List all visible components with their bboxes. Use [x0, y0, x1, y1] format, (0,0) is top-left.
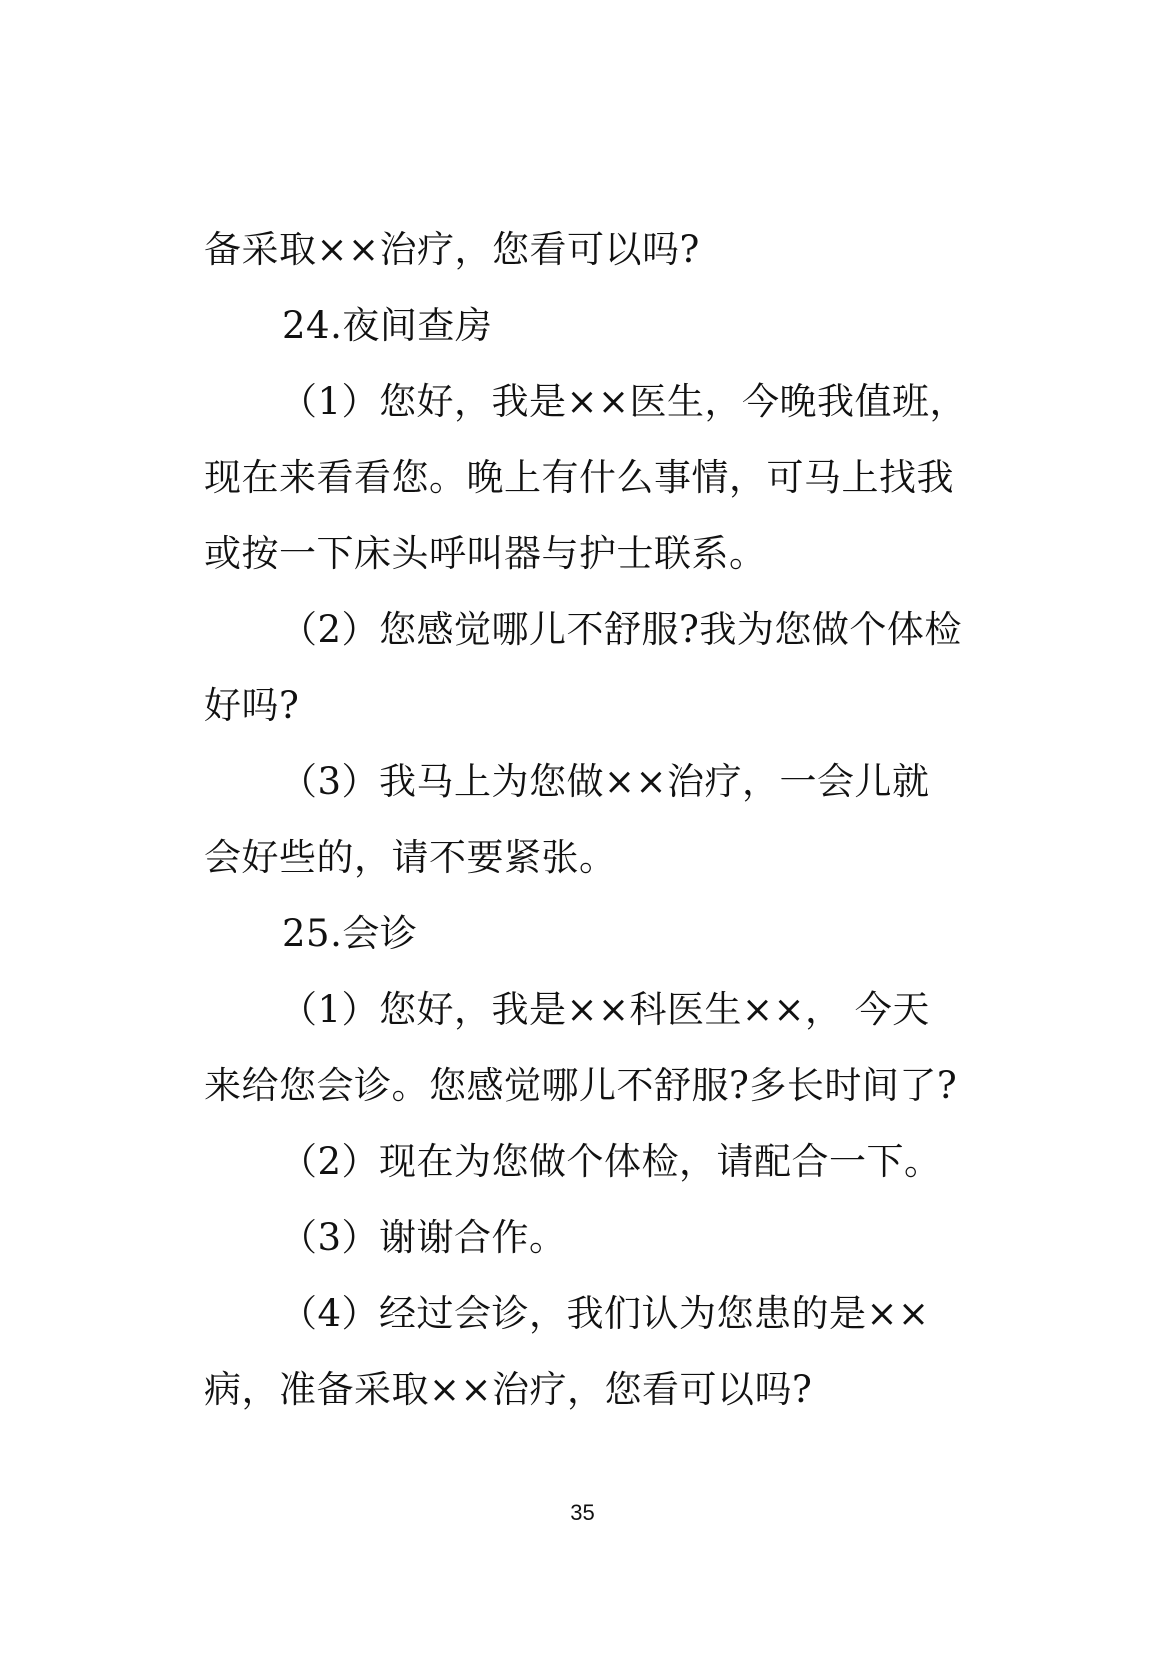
section-heading-night-rounds: 24.夜间查房 [282, 304, 493, 347]
text-line: （3）谢谢合作。 [280, 1216, 567, 1259]
text-line: （4）经过会诊，我们认为您患的是×× [280, 1292, 930, 1335]
text-line: 现在来看看您。晚上有什么事情，可马上找我 [204, 456, 954, 499]
text-line: （1）您好，我是××科医生××， 今天 [280, 988, 930, 1031]
text-line: （3）我马上为您做××治疗，一会儿就 [280, 760, 930, 803]
text-line: 会好些的，请不要紧张。 [204, 836, 617, 879]
section-heading-consultation: 25.会诊 [282, 912, 418, 955]
text-line: （1）您好，我是××医生，今晚我值班， [280, 380, 968, 423]
text-line: 或按一下床头呼叫器与护士联系。 [204, 532, 767, 575]
text-line: 来给您会诊。您感觉哪儿不舒服?多长时间了? [204, 1064, 958, 1107]
text-line: （2）您感觉哪儿不舒服?我为您做个体检 [280, 608, 962, 651]
text-line: （2）现在为您做个体检，请配合一下。 [280, 1140, 942, 1183]
page-number: 35 [570, 1500, 595, 1525]
text-line: 好吗? [204, 684, 300, 727]
text-line: 病，准备采取××治疗，您看可以吗? [204, 1368, 813, 1411]
text-line: 备采取××治疗，您看可以吗? [204, 228, 700, 271]
